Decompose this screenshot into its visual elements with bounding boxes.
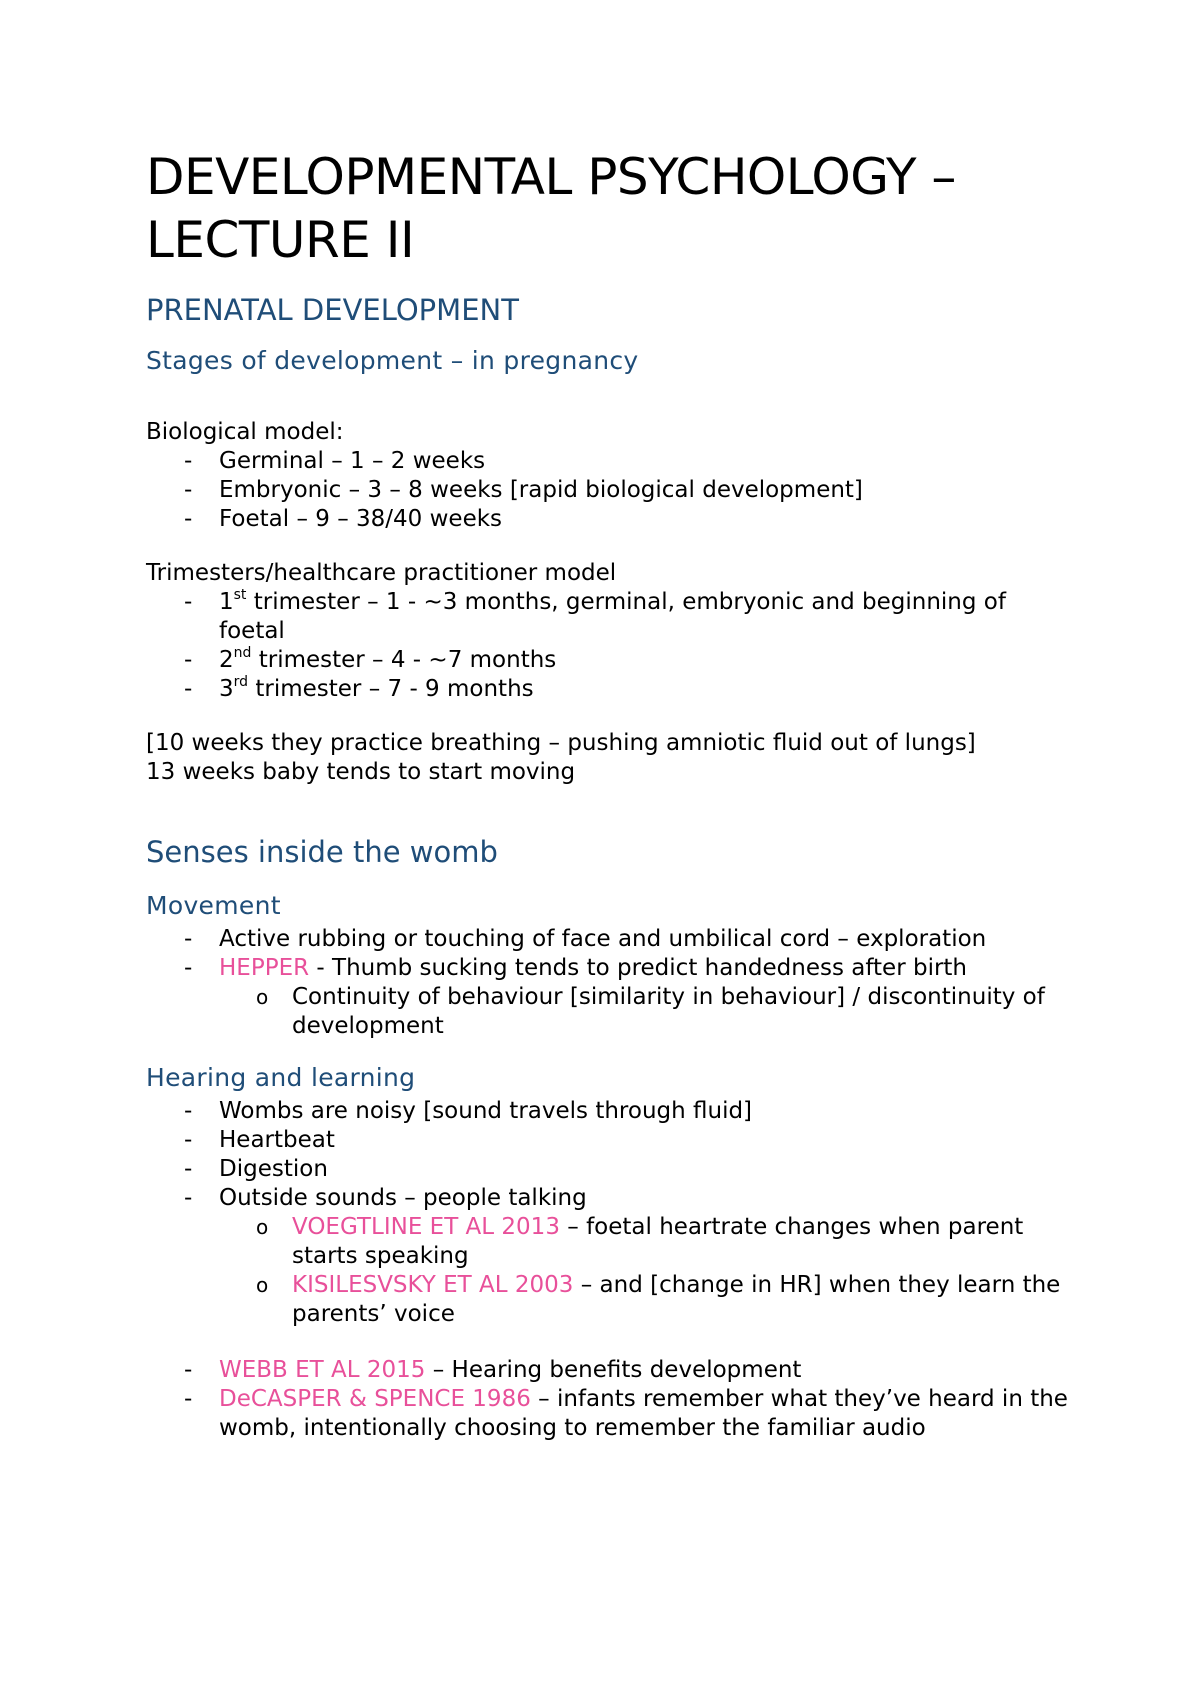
- movement-heading: Movement: [146, 891, 281, 920]
- reference-citation: VOEGTLINE ET AL 2013: [292, 1214, 560, 1240]
- sublist-item: o Continuity of behaviour [similarity in behaviour] / discontinuity of development: [146, 983, 1076, 1041]
- movement-list: [146, 925, 1076, 1041]
- biological-model-label: Biological model:: [146, 419, 344, 445]
- list-item: - Wombs are noisy [sound travels through fluid]: [146, 1097, 1076, 1126]
- movement-sublist: [219, 983, 1076, 1041]
- title-line-2: LECTURE II: [146, 211, 415, 269]
- hearing-list: [146, 1097, 1076, 1443]
- trimesters-list: [146, 588, 1076, 704]
- trimesters-label: Trimesters/healthcare practitioner model: [146, 560, 617, 586]
- senses-heading: Senses inside the womb: [146, 835, 498, 869]
- list-item: - Outside sounds – people talking o VOEGTLINE ET AL 2013 – foetal heartrate changes when parent starts speaking o KISILESVSKY ET AL 2003 – and [change in HR] when they learn the parents’ voice: [146, 1184, 1076, 1329]
- list-item: - Heartbeat: [146, 1126, 1076, 1155]
- list-item: - HEPPER - Thumb sucking tends to predict handedness after birth o Continuity of behaviour [similarity in behaviour] / discontinuity of development: [146, 954, 1076, 1041]
- list-item: - Germinal – 1 – 2 weeks: [146, 447, 1076, 476]
- list-item: - 2nd trimester – 4 - ~7 months: [146, 646, 1076, 675]
- reference-citation: DeCASPER & SPENCE 1986: [219, 1386, 531, 1412]
- list-item: - WEBB ET AL 2015 – Hearing benefits development: [146, 1356, 1076, 1385]
- reference-citation: HEPPER: [219, 955, 310, 981]
- list-item: - 1st trimester – 1 - ~3 months, germinal, embryonic and beginning of foetal: [146, 588, 1076, 646]
- prenatal-heading: PRENATAL DEVELOPMENT: [146, 293, 519, 327]
- stages-heading: Stages of development – in pregnancy: [146, 346, 639, 375]
- hearing-heading: Hearing and learning: [146, 1063, 416, 1092]
- hearing-sublist: [219, 1213, 1076, 1329]
- sublist-item: o KISILESVSKY ET AL 2003 – and [change in HR] when they learn the parents’ voice: [146, 1271, 1076, 1329]
- sublist-item: o VOEGTLINE ET AL 2013 – foetal heartrate changes when parent starts speaking: [146, 1213, 1076, 1271]
- list-item: - Embryonic – 3 – 8 weeks [rapid biological development]: [146, 476, 1076, 505]
- document-title: [146, 146, 956, 272]
- note-moving: 13 weeks baby tends to start moving: [146, 759, 576, 785]
- reference-citation: KISILESVSKY ET AL 2003: [292, 1272, 574, 1298]
- title-line-1: DEVELOPMENTAL PSYCHOLOGY –: [146, 148, 956, 206]
- list-item: - 3rd trimester – 7 - 9 months: [146, 675, 1076, 704]
- list-item: - DeCASPER & SPENCE 1986 – infants remember what they’ve heard in the womb, intentionally choosing to remember the familiar audio: [146, 1385, 1076, 1443]
- list-item: - Foetal – 9 – 38/40 weeks: [146, 505, 1076, 534]
- reference-citation: WEBB ET AL 2015: [219, 1357, 426, 1383]
- list-item: - Active rubbing or touching of face and umbilical cord – exploration: [146, 925, 1076, 954]
- biological-model-list: [146, 447, 1076, 534]
- note-breathing: [10 weeks they practice breathing – pushing amniotic fluid out of lungs]: [146, 730, 976, 756]
- list-item: - Digestion: [146, 1155, 1076, 1184]
